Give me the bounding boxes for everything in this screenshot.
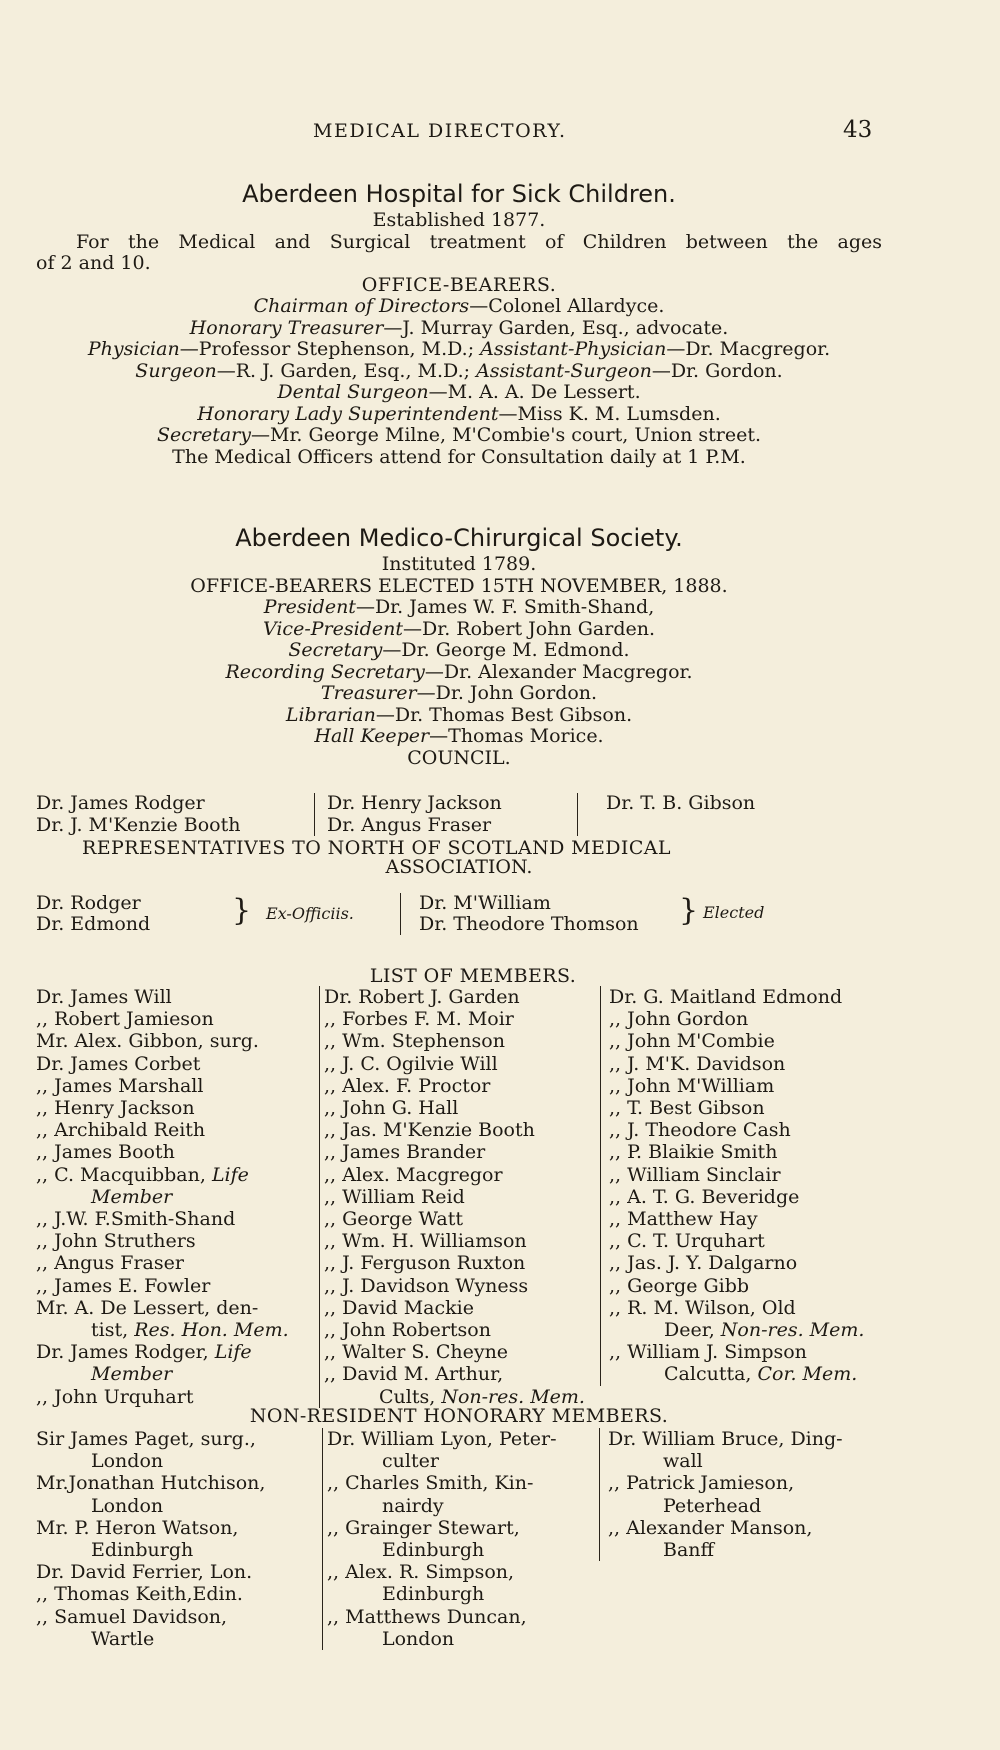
- member-name: ,, Matthew Hay: [609, 1208, 758, 1231]
- representatives-table: [36, 893, 882, 935]
- society-instituted: Instituted 1789.: [381, 553, 537, 575]
- member-entry: [36, 1583, 322, 1605]
- office-bearer-line: [36, 296, 882, 318]
- member-entry: [36, 1186, 319, 1208]
- office-holder: —Dr. Macgregor.: [666, 338, 831, 360]
- member-name: Calcutta,: [664, 1363, 758, 1386]
- member-entry: [327, 1428, 599, 1450]
- society-office-bearers-list: [36, 597, 882, 748]
- member-entry: [36, 986, 319, 1008]
- office-bearer-line: [36, 425, 882, 447]
- member-entry: [609, 986, 864, 1008]
- office-bearer-line: [36, 662, 882, 684]
- member-entry: [36, 1097, 319, 1119]
- member-name: Deer,: [664, 1319, 721, 1342]
- office-role: Hall Keeper: [314, 725, 430, 747]
- member-name: ,, Robert Jamieson: [36, 1008, 214, 1031]
- member-entry: [36, 1517, 322, 1539]
- office-holder: —Professor Stephenson, M.D.;: [179, 338, 481, 360]
- member-entry: [608, 1495, 878, 1517]
- member-name: ,, J. C. Ogilvie Will: [324, 1052, 498, 1075]
- council-heading: COUNCIL.: [407, 746, 511, 769]
- member-entry: [324, 1297, 600, 1319]
- representative: Dr. Theodore Thomson: [419, 913, 639, 935]
- office-holder: —Dr. James W. F. Smith-Shand,: [355, 596, 655, 618]
- nonresident-column-3: [599, 1428, 878, 1561]
- member-entry: [327, 1561, 599, 1583]
- reps-ex-officiis-note: Ex-Officiis.: [266, 904, 354, 923]
- member-entry: [324, 986, 600, 1008]
- member-entry: [36, 1428, 322, 1450]
- member-name: ,, Jas. M'Kenzie Booth: [324, 1119, 535, 1142]
- member-entry: [36, 1606, 322, 1628]
- member-entry: [609, 1341, 864, 1363]
- society-elected-heading: OFFICE-BEARERS ELECTED 15TH NOVEMBER, 1888.: [190, 574, 728, 597]
- member-name: ,, James E. Fowler: [36, 1274, 211, 1297]
- member-entry: [36, 1628, 322, 1650]
- representative: Dr. Edmond: [36, 913, 151, 935]
- page-number: 43: [843, 117, 873, 143]
- member-name: Wartle: [91, 1627, 155, 1650]
- member-entry: [609, 1119, 864, 1141]
- office-role: Assistant-Physician: [480, 338, 667, 360]
- member-name: Dr. William Bruce, Ding-: [608, 1428, 843, 1450]
- member-name: ,, Angus Fraser: [36, 1252, 184, 1275]
- member-name: ,, John M'William: [609, 1074, 775, 1097]
- member-entry: [609, 1275, 864, 1297]
- member-status: Life: [211, 1163, 249, 1186]
- office-role: Honorary Lady Superintendent: [197, 402, 499, 425]
- office-role: Vice-President: [262, 617, 403, 640]
- member-entry: [608, 1450, 878, 1472]
- member-name: ,, Alexander Manson,: [608, 1516, 813, 1539]
- running-title: MEDICAL DIRECTORY.: [313, 120, 567, 142]
- member-name: ,, Matthews Duncan,: [327, 1605, 527, 1628]
- member-name: ,, Wm. H. Williamson: [324, 1230, 527, 1253]
- nonresident-column-2: [322, 1428, 599, 1650]
- member-name: ,, John M'Combie: [609, 1030, 775, 1053]
- member-entry: [609, 1097, 864, 1119]
- society-section: [36, 523, 882, 769]
- member-name: ,, John Urquhart: [36, 1385, 194, 1408]
- office-holder: —Thomas Morice.: [429, 725, 604, 747]
- council-member: Dr. Angus Fraser: [327, 813, 492, 836]
- member-entry: [36, 1450, 322, 1472]
- member-entry: [36, 1341, 319, 1363]
- office-holder: —Dr. Thomas Best Gibson.: [375, 703, 633, 726]
- member-name: ,, John Struthers: [36, 1230, 196, 1253]
- member-name: ,, William Sinclair: [609, 1163, 781, 1186]
- member-status: Res. Hon. Mem.: [134, 1319, 289, 1342]
- member-entry: [327, 1495, 599, 1517]
- reps-ex-officiis-names: [36, 893, 232, 935]
- member-entry: [36, 1472, 322, 1494]
- member-name: ,, Wm. Stephenson: [324, 1030, 505, 1053]
- member-entry: [608, 1428, 878, 1450]
- office-holder: —Colonel Allardyce.: [469, 295, 665, 317]
- member-name: ,, Archibald Reith: [36, 1119, 206, 1142]
- member-name: Dr. Robert J. Garden: [324, 986, 520, 1008]
- member-name: ,, George Watt: [324, 1208, 463, 1231]
- member-name: Edinburgh: [382, 1539, 485, 1562]
- council-table: [36, 793, 882, 878]
- member-entry: [36, 1141, 319, 1163]
- council-member: Dr. Henry Jackson: [327, 792, 502, 814]
- member-entry: [324, 1341, 600, 1363]
- member-entry: [36, 1075, 319, 1097]
- member-name: London: [91, 1450, 164, 1473]
- member-entry: [324, 1363, 600, 1385]
- member-name: Mr. A. De Lessert, den-: [36, 1296, 259, 1319]
- representative: Dr. Rodger: [36, 892, 141, 914]
- member-name: ,, William J. Simpson: [609, 1341, 807, 1364]
- council-member: Dr. T. B. Gibson: [606, 792, 756, 814]
- office-holder: —R. J. Garden, Esq., M.D.;: [216, 359, 477, 382]
- office-role: Physician: [87, 338, 180, 360]
- member-entry: [327, 1517, 599, 1539]
- office-role: Surgeon: [135, 359, 217, 382]
- running-header: [0, 117, 1000, 150]
- members-column-2: [319, 986, 600, 1408]
- office-bearer-line: [36, 404, 882, 426]
- member-name: Dr. James Corbet: [36, 1052, 201, 1075]
- member-name: Edinburgh: [382, 1583, 485, 1606]
- member-name: ,, David M. Arthur,: [324, 1363, 504, 1386]
- office-role: Secretary: [156, 424, 251, 446]
- member-entry: [327, 1472, 599, 1494]
- member-entry: [327, 1583, 599, 1605]
- representatives-heading: REPRESENTATIVES TO NORTH OF SCOTLAND MEDICAL: [82, 837, 671, 859]
- member-name: Banff: [663, 1539, 715, 1562]
- left-brace: }: [232, 893, 252, 928]
- member-entry: [36, 1275, 319, 1297]
- member-entry: [324, 1186, 600, 1208]
- member-entry: [36, 1319, 319, 1341]
- office-role: Recording Secretary: [225, 660, 425, 683]
- member-entry: [324, 1275, 600, 1297]
- member-name: ,, Forbes F. M. Moir: [324, 1008, 514, 1031]
- member-entry: [36, 1164, 319, 1186]
- member-status: Member: [91, 1185, 173, 1208]
- office-bearer-line: [36, 705, 882, 727]
- hospital-name: Aberdeen Hospital for Sick Children.: [242, 180, 676, 208]
- member-name: Dr. James Rodger,: [36, 1341, 215, 1364]
- member-name: ,, George Gibb: [609, 1274, 750, 1297]
- hospital-description-line-1: For the Medical and Surgical treatment of Children between the ages: [76, 230, 882, 253]
- member-name: nairdy: [382, 1494, 444, 1517]
- member-entry: [608, 1472, 878, 1494]
- member-entry: [609, 1208, 864, 1230]
- member-name: ,, R. M. Wilson, Old: [609, 1296, 796, 1319]
- office-role: President: [263, 596, 356, 618]
- member-entry: [609, 1164, 864, 1186]
- member-entry: [609, 1053, 864, 1075]
- office-holder: —J. Murray Garden, Esq., advocate.: [383, 316, 729, 339]
- member-name: ,, Jas. J. Y. Dalgarno: [609, 1252, 798, 1275]
- office-role: Librarian: [285, 703, 376, 726]
- member-status: Cor. Mem.: [757, 1363, 858, 1386]
- member-name: ,, Charles Smith, Kin-: [327, 1472, 534, 1495]
- member-entry: [324, 1164, 600, 1186]
- member-name: Sir James Paget, surg.,: [36, 1428, 256, 1450]
- member-entry: [609, 1297, 864, 1319]
- member-entry: [608, 1539, 878, 1561]
- member-name: ,, J. Theodore Cash: [609, 1119, 791, 1142]
- member-entry: [324, 1119, 600, 1141]
- member-name: Mr. Alex. Gibbon, surg.: [36, 1030, 259, 1053]
- member-name: Dr. William Lyon, Peter-: [327, 1428, 557, 1450]
- council-column-3: [577, 793, 755, 836]
- office-holder: —M. A. A. De Lessert.: [428, 381, 641, 403]
- member-entry: [327, 1606, 599, 1628]
- member-entry: [609, 1075, 864, 1097]
- member-name: ,, J. Davidson Wyness: [324, 1274, 529, 1297]
- hospital-established: Established 1877.: [372, 209, 546, 231]
- member-entry: [609, 1141, 864, 1163]
- member-name: Peterhead: [663, 1494, 762, 1517]
- member-name: ,, James Booth: [36, 1141, 175, 1164]
- member-entry: [324, 1141, 600, 1163]
- nonresident-heading: NON-RESIDENT HONORARY MEMBERS.: [249, 1405, 669, 1427]
- member-entry: [36, 1363, 319, 1385]
- member-entry: [36, 1230, 319, 1252]
- society-name: Aberdeen Medico-Chirurgical Society.: [235, 524, 683, 552]
- member-entry: [609, 1186, 864, 1208]
- office-role: Treasurer: [320, 682, 417, 704]
- office-holder: —Mr. George Milne, M'Combie's court, Union street.: [250, 424, 762, 446]
- right-brace: }: [679, 893, 699, 928]
- representative: Dr. M'William: [419, 892, 551, 914]
- representatives-heading-line-2: ASSOCIATION.: [385, 855, 533, 878]
- reps-elected-note: Elected: [703, 903, 765, 922]
- member-name: wall: [663, 1450, 703, 1473]
- member-name: Dr. G. Maitland Edmond: [609, 986, 843, 1008]
- office-role: Dental Surgeon: [277, 381, 429, 403]
- office-holder: —Dr. Robert John Garden.: [402, 617, 656, 640]
- member-name: ,, Alex. Macgregor: [324, 1163, 503, 1186]
- member-entry: [36, 1208, 319, 1230]
- member-entry: [327, 1628, 599, 1650]
- member-entry: [324, 1230, 600, 1252]
- council-member: Dr. James Rodger: [36, 792, 205, 814]
- member-name: ,, John G. Hall: [324, 1097, 459, 1120]
- hospital-description-line-2: of 2 and 10.: [36, 252, 151, 274]
- member-entry: [324, 1053, 600, 1075]
- member-name: London: [382, 1627, 455, 1650]
- member-entry: [324, 1008, 600, 1030]
- member-entry: [36, 1495, 322, 1517]
- member-name: ,, J.W. F.Smith-Shand: [36, 1208, 236, 1231]
- hospital-office-bearers-heading: OFFICE-BEARERS.: [361, 273, 557, 296]
- member-entry: [609, 1319, 864, 1341]
- member-name: Mr.Jonathan Hutchison,: [36, 1472, 266, 1495]
- member-entry: [324, 1319, 600, 1341]
- member-entry: [609, 1252, 864, 1274]
- member-status: Non-res. Mem.: [441, 1385, 585, 1408]
- member-name: Edinburgh: [91, 1539, 194, 1562]
- member-name: ,, John Gordon: [609, 1008, 749, 1031]
- office-role: Secretary: [288, 639, 383, 661]
- member-entry: [324, 1252, 600, 1274]
- member-name: ,, William Reid: [324, 1185, 465, 1208]
- member-name: Cults,: [379, 1385, 442, 1408]
- member-entry: [324, 1075, 600, 1097]
- office-role: Assistant-Surgeon: [476, 359, 652, 382]
- member-entry: [609, 1008, 864, 1030]
- member-entry: [324, 1097, 600, 1119]
- hospital-consultation-note: The Medical Officers attend for Consultation daily at 1 P.M.: [172, 445, 746, 468]
- member-name: ,, James Brander: [324, 1141, 486, 1164]
- hospital-office-bearers-list: [36, 296, 882, 447]
- member-name: Dr. David Ferrier, Lon.: [36, 1561, 253, 1584]
- member-name: ,, John Robertson: [324, 1319, 491, 1342]
- member-name: London: [91, 1494, 164, 1517]
- office-role: Chairman of Directors: [253, 295, 470, 317]
- office-bearer-line: [36, 318, 882, 340]
- office-holder: —Dr. George M. Edmond.: [382, 639, 630, 661]
- member-name: ,, A. T. G. Beveridge: [609, 1185, 800, 1208]
- member-name: Mr. P. Heron Watson,: [36, 1516, 239, 1539]
- member-entry: [36, 1252, 319, 1274]
- member-entry: [36, 1053, 319, 1075]
- member-entry: [324, 1030, 600, 1052]
- office-bearer-line: [36, 597, 882, 619]
- member-name: Dr. James Will: [36, 986, 172, 1008]
- member-status: Non-res. Mem.: [720, 1319, 865, 1342]
- member-status: Life: [214, 1341, 252, 1364]
- member-name: ,, James Marshall: [36, 1074, 204, 1097]
- members-heading: LIST OF MEMBERS.: [369, 965, 577, 987]
- council-member: Dr. J. M'Kenzie Booth: [36, 813, 241, 836]
- member-name: ,, Alex. R. Simpson,: [327, 1561, 515, 1584]
- member-entry: [327, 1450, 599, 1472]
- members-column-3: [600, 986, 864, 1386]
- nonresident-section: [36, 1404, 882, 1650]
- member-name: ,, Patrick Jamieson,: [608, 1472, 795, 1495]
- hospital-section: [36, 179, 882, 468]
- member-name: ,, J. Ferguson Ruxton: [324, 1252, 526, 1275]
- office-bearer-line: [36, 619, 882, 641]
- member-name: ,, Grainger Stewart,: [327, 1516, 520, 1539]
- member-entry: [608, 1517, 878, 1539]
- member-entry: [609, 1030, 864, 1052]
- office-bearer-line: [36, 640, 882, 662]
- office-bearer-line: [36, 382, 882, 404]
- member-name: tist,: [91, 1319, 135, 1342]
- member-entry: [327, 1539, 599, 1561]
- office-role: Honorary Treasurer: [189, 316, 384, 339]
- member-name: culter: [382, 1450, 439, 1473]
- members-column-1: [36, 986, 319, 1408]
- member-entry: [36, 1297, 319, 1319]
- member-name: ,, T. Best Gibson: [609, 1097, 765, 1120]
- member-name: ,, Henry Jackson: [36, 1097, 195, 1120]
- members-section: [36, 966, 882, 1408]
- member-entry: [36, 1539, 322, 1561]
- member-name: ,, Samuel Davidson,: [36, 1605, 228, 1628]
- office-bearer-line: [36, 339, 882, 361]
- council-column-1: [36, 793, 314, 836]
- office-bearer-line: [36, 683, 882, 705]
- member-name: ,, C. Macquibban,: [36, 1163, 212, 1186]
- member-entry: [324, 1208, 600, 1230]
- member-entry: [36, 1561, 322, 1583]
- member-name: ,, C. T. Urquhart: [609, 1230, 765, 1253]
- council-column-2: [314, 793, 577, 836]
- office-holder: —Dr. Gordon.: [651, 359, 783, 382]
- member-entry: [36, 1030, 319, 1052]
- office-holder: —Dr. Alexander Macgregor.: [424, 660, 693, 683]
- office-bearer-line: [36, 726, 882, 748]
- office-holder: —Miss K. M. Lumsden.: [498, 402, 721, 425]
- member-entry: [609, 1230, 864, 1252]
- member-name: ,, Alex. F. Proctor: [324, 1074, 491, 1097]
- office-bearer-line: [36, 361, 882, 383]
- member-status: Member: [91, 1363, 173, 1386]
- member-entry: [609, 1363, 864, 1385]
- office-holder: —Dr. John Gordon.: [416, 682, 598, 704]
- member-name: ,, Walter S. Cheyne: [324, 1341, 509, 1364]
- member-name: ,, J. M'K. Davidson: [609, 1052, 786, 1075]
- nonresident-column-1: [36, 1428, 322, 1650]
- member-name: ,, David Mackie: [324, 1296, 474, 1319]
- reps-elected-names: [400, 893, 679, 935]
- member-entry: [36, 1008, 319, 1030]
- member-entry: [36, 1119, 319, 1141]
- member-name: ,, P. Blaikie Smith: [609, 1141, 778, 1164]
- member-name: ,, Thomas Keith,Edin.: [36, 1583, 243, 1606]
